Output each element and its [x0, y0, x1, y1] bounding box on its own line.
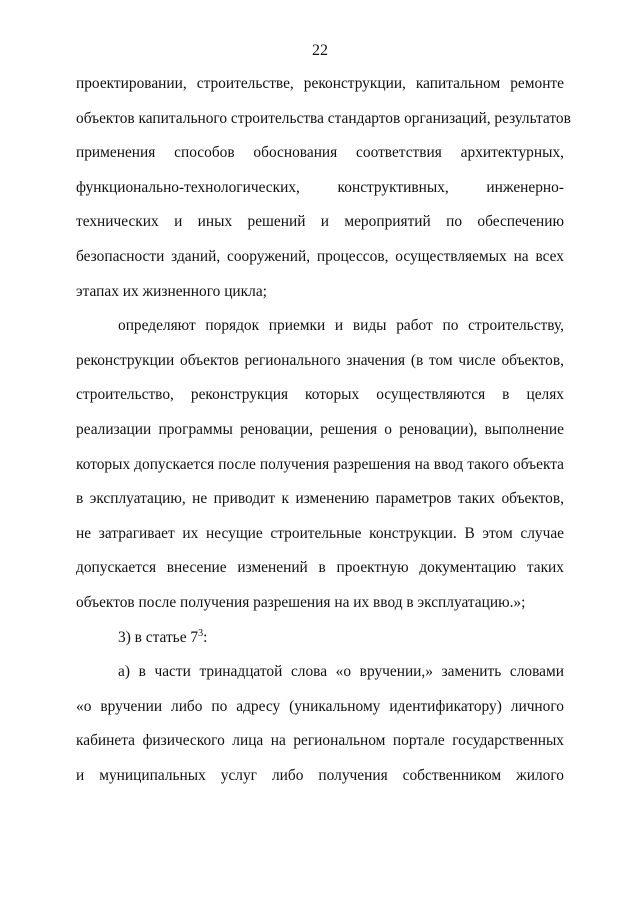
text-line: объектов капитального строительства стандартов организаций, результатов [76, 109, 571, 127]
text-line: этапах их жизненного цикла; [76, 282, 267, 300]
text-line: в эксплуатацию, не приводит к изменению параметров таких объектов, [76, 490, 564, 508]
page-number: 22 [312, 42, 328, 59]
paragraph-start-line: а) в части тринадцатой слова «о вручении,» заменить словами [118, 663, 564, 681]
article-superscript: 3 [198, 627, 204, 639]
text-line: не затрагивает их несущие строительные конструкции. В этом случае [76, 524, 564, 542]
text-line: строительство, реконструкция которых осуществляются в целях [76, 386, 564, 404]
text-line: кабинета физического лица на региональном портале государственных [76, 732, 564, 750]
text-line: «о вручении либо по адресу (уникальному идентификатору) личного [76, 697, 564, 715]
text-line: применения способов обоснования соответствия архитектурных, [76, 144, 564, 162]
document-body [76, 67, 571, 793]
text-line: безопасности зданий, сооружений, процессов, осуществляемых на всех [76, 247, 564, 265]
item-heading-colon: : [203, 628, 208, 646]
text-line: и муниципальных услуг либо получения собственником жилого [76, 766, 564, 784]
item-heading-text: 3) в статье 7 [118, 628, 199, 646]
text-line: функционально-технологических, конструктивных, инженерно- [76, 178, 564, 196]
text-line: технических и иных решений и мероприятий по обеспечению [76, 213, 564, 231]
text-line: реализации программы реновации, решения о реновации), выполнение [76, 420, 564, 438]
text-line: реконструкции объектов регионального значения (в том числе объектов, [76, 351, 564, 369]
text-line: которых допускается после получения разрешения на ввод такого объекта [76, 455, 564, 473]
text-line: проектировании, строительстве, реконструкции, капитальном ремонте [76, 75, 564, 92]
item-heading-line [76, 621, 564, 656]
paragraph-start-line: определяют порядок приемки и виды работ по строительству, [118, 317, 564, 335]
text-line: допускается внесение изменений в проектную документацию таких [76, 559, 564, 577]
text-line: объектов после получения разрешения на их ввод в эксплуатацию.»; [76, 593, 526, 611]
